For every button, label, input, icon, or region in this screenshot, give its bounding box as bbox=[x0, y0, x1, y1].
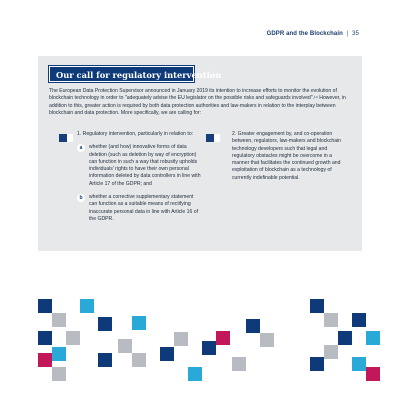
mosaic-square bbox=[132, 316, 146, 330]
running-header-title: GDPR and the Blockchain bbox=[266, 31, 343, 37]
mosaic-square bbox=[310, 357, 324, 371]
mosaic-square bbox=[352, 313, 366, 327]
running-header bbox=[267, 31, 359, 37]
mosaic-square bbox=[98, 317, 112, 331]
mosaic-square bbox=[310, 299, 324, 313]
sub-item-a bbox=[77, 144, 201, 188]
item-2 bbox=[232, 131, 348, 182]
sub-item-b-text: whether a corrective supplementary statement can function as a suitable means of rectifying inaccurate personal data in line with Article 16 of the GDPR. bbox=[89, 194, 199, 222]
mosaic-square bbox=[160, 347, 174, 361]
mosaic-square bbox=[38, 353, 52, 367]
mosaic-square bbox=[246, 319, 260, 333]
sub-item-b bbox=[77, 194, 201, 223]
running-header-separator: | bbox=[346, 31, 349, 37]
mosaic-square bbox=[202, 341, 216, 355]
mosaic-square bbox=[366, 331, 380, 345]
item-1 bbox=[77, 131, 201, 223]
mosaic-square bbox=[52, 347, 66, 361]
mosaic-square bbox=[38, 331, 52, 345]
mosaic-square bbox=[352, 357, 366, 371]
mosaic-square bbox=[66, 331, 80, 345]
mosaic-square bbox=[80, 299, 94, 313]
mosaic-square bbox=[174, 332, 188, 346]
mosaic-square bbox=[324, 345, 338, 359]
callout-box bbox=[38, 56, 362, 251]
mosaic-square bbox=[132, 353, 146, 367]
sub-item-a-text: whether (and how) innovative forms of data deletion (such as deletion by way of encryption) can function in such a way that robustly upholds individuals' rights to have their own personal information deleted by data controllers in line with Article 17 of the GDPR; and bbox=[89, 144, 201, 187]
mosaic-square bbox=[324, 313, 338, 327]
item-1-text: 1. Regulatory intervention, particularly in relation to: bbox=[77, 131, 194, 137]
callout-title: Our call for regulatory intervention bbox=[49, 66, 194, 82]
mosaic-square bbox=[260, 333, 274, 347]
mosaic-square bbox=[338, 331, 352, 345]
mosaic-square bbox=[188, 367, 202, 381]
item-2-text: 2. Greater engagement by, and co-operation between, regulators, law-makers and blockchain technology developers such that legal and regulatory obstacles might be overcome in a manner that facilitates the continued growth and exploitation of blockchain as a technology of currently indefinable potential. bbox=[232, 131, 342, 181]
sub-item-a-letter: a bbox=[77, 144, 85, 152]
mosaic-square bbox=[366, 367, 380, 381]
callout-intro: The European Data Protection Supervisor announced in January 2019 its intention to increase efforts to monitor the evolution of blockchain technology in order to "adequately advise the EU legislator on the possible risks and safeguards involved".¹⁴ However, in addition to this, greater action is required by both data protection authorities and law-makers in relation to the interplay between blockchain and data protection. More specifically, we are calling for: bbox=[49, 88, 346, 116]
page-number: 35 bbox=[352, 31, 359, 37]
bullet-flag-icon bbox=[206, 134, 220, 142]
bullet-flag-icon bbox=[59, 134, 73, 142]
mosaic-square bbox=[52, 367, 66, 381]
mosaic-square bbox=[232, 357, 246, 371]
mosaic-square bbox=[98, 353, 112, 367]
mosaic-square bbox=[52, 313, 66, 327]
mosaic-square bbox=[216, 331, 230, 345]
mosaic-square bbox=[38, 299, 52, 313]
sub-item-b-letter: b bbox=[77, 194, 85, 202]
mosaic-square bbox=[118, 339, 132, 353]
